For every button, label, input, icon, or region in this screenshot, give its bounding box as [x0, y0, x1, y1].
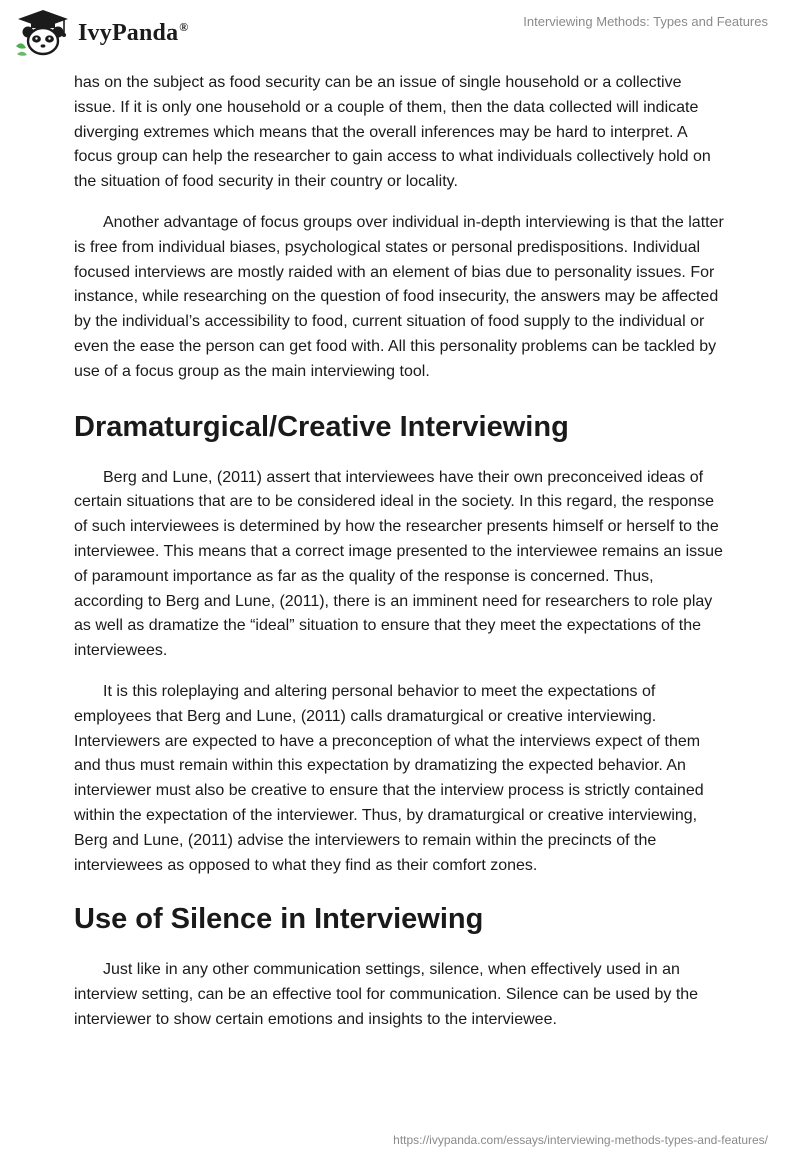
paragraph-2: Another advantage of focus groups over individual in-depth interviewing is that the latter is free from individual biases, psychological states or personal predispositions. Individual focused interviews are mostly raided with an element of bias due to personality issues. For instance, while researching on the question of food insecurity, the answers may be affected by the individual’s accessibility to food, current situation of food supply to the individual or even the ease the person can get food with. All this personality problems can be tackled by use of a focus group as the main interviewing tool.: [74, 213, 724, 380]
paragraph-1: has on the subject as food security can be an issue of single household or a collective issue. If it is only one household or a couple of them, then the data collected will indicate diverging extremes which means that the overall inferences may be hard to interpret. A focus group can help the researcher to gain access to what individuals collectively hold on the situation of food security in their country or locality.: [74, 74, 711, 191]
section-heading-silence: Use of Silence in Interviewing: [74, 903, 484, 936]
page-header: [0, 0, 800, 70]
registered-mark: ®: [179, 19, 189, 34]
paragraph-4: It is this roleplaying and altering personal behavior to meet the expectations of employees that Berg and Lune, (2011) calls dramaturgical or creative interviewing. Interviewers are expected to have a preconception of what the interviews expect of them and thus must remain within this expectation by dramatizing the expected behavior. An interviewer must also be creative to ensure that the interview process is strictly contained within the expectation of the interviewer. Thus, by dramaturgical or creative interviewing, Berg and Lune, (2011) advise the interviewers to remain within the precincts of the interviewees as opposed to what they find as their comfort zones.: [74, 682, 704, 874]
ivypanda-logo[interactable]: [14, 8, 188, 58]
document-title: Interviewing Methods: Types and Features: [523, 14, 768, 29]
source-url-link[interactable]: https://ivypanda.com/essays/interviewing-methods-types-and-features/: [393, 1133, 768, 1147]
paragraph-3: Berg and Lune, (2011) assert that interviewees have their own preconceived ideas of certain situations that are to be considered ideal in the society. In this regard, the response of such interviewees is determined by how the researcher presents himself or herself to the interviewee. This means that a correct image presented to the interviewee remains an issue of paramount importance as far as the quality of the response is concerned. Thus, according to Berg and Lune, (2011), there is an imminent need for researchers to role play as well as dramatize the “ideal” situation to ensure that they meet the expectations of the interviewees.: [74, 468, 723, 660]
essay-body: [74, 71, 726, 1033]
section-heading-dramaturgical: Dramaturgical/Creative Interviewing: [74, 410, 569, 443]
brand-name: IvyPanda®: [78, 19, 189, 46]
paragraph-5: Just like in any other communication settings, silence, when effectively used in an interview setting, can be an effective tool for communication. Silence can be used by the interviewer to show certain emotions and insights to the interviewee.: [74, 961, 699, 1028]
panda-graduation-cap-icon: [14, 8, 72, 58]
